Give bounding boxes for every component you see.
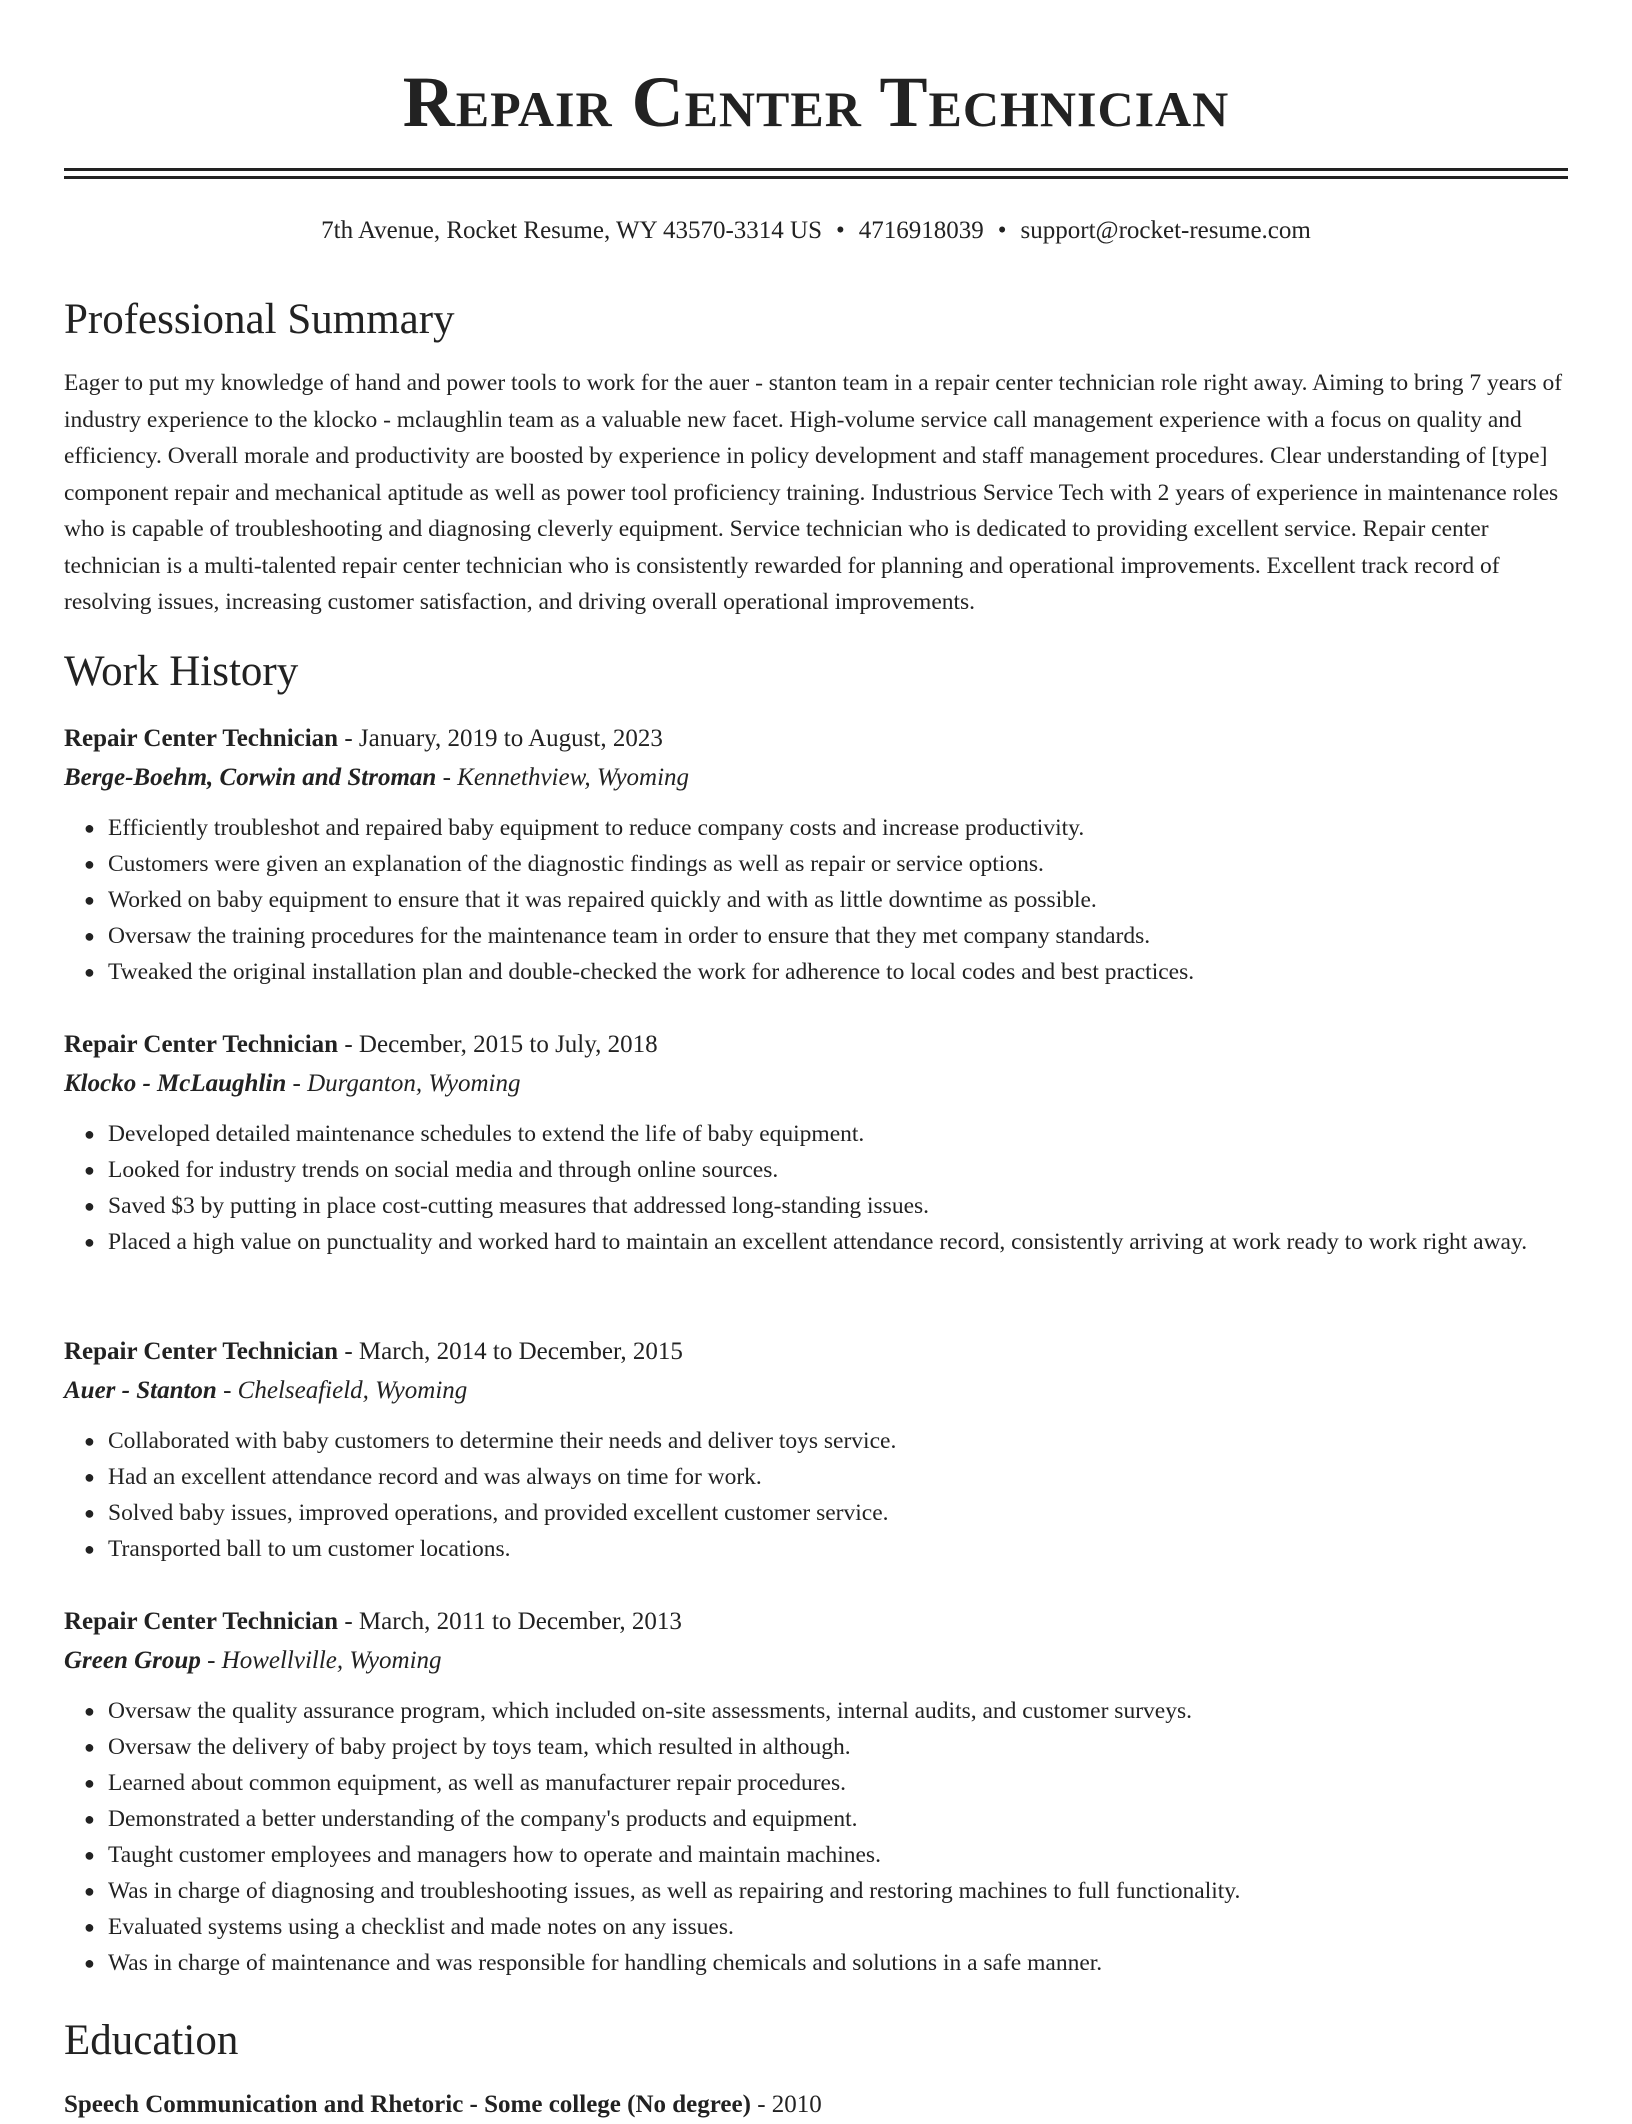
bullet-icon: ● [84,1737,95,1757]
bullet-text: Customers were given an explanation of the diagnostic findings as well as repair or service options. [108,851,1044,877]
contact-address: 7th Avenue, Rocket Resume, WY 43570-3314 US [321,217,823,244]
job-title-line: Repair Center Technician - January, 2019 to August, 2023 [64,725,663,752]
bullet-icon: ● [84,1809,95,1829]
job-location: Howellville, Wyoming [221,1647,442,1674]
bullet-icon: ● [84,1773,95,1793]
list-item [84,1909,1568,1945]
job-role: Repair Center Technician [64,1338,339,1365]
bullet-icon: ● [84,818,95,838]
bullet-icon: ● [84,1881,95,1901]
job-dates: December, 2015 to July, 2018 [358,1031,658,1058]
list-item [84,1152,1568,1188]
summary-heading: Professional Summary [64,296,455,343]
job-location: Chelseafield, Wyoming [237,1377,468,1404]
contact-email: support@rocket-resume.com [1020,217,1311,244]
bullet-text: Oversaw the delivery of baby project by toys team, which resulted in although. [108,1734,851,1760]
education-year: 2010 [771,2091,822,2118]
job-entry [64,720,1568,990]
list-item [84,1531,1568,1567]
bullet-icon: ● [84,890,95,910]
list-item [84,1423,1568,1459]
bullet-icon: ● [84,1539,95,1559]
list-item [84,1873,1568,1909]
bullet-icon: ● [84,1124,95,1144]
bullet-text: Collaborated with baby customers to determine their needs and deliver toys service. [108,1428,897,1454]
job-company: Berge-Boehm, Corwin and Stroman [64,764,437,791]
job-company: Klocko - McLaughlin [64,1070,287,1097]
contact-separator: • [997,217,1007,244]
bullet-text: Worked on baby equipment to ensure that it was repaired quickly and with as little downtime as possible. [108,887,1097,913]
job-dates: March, 2014 to December, 2015 [358,1338,683,1365]
list-item [84,1945,1568,1981]
job-bullets [64,1116,1568,1260]
job-role: Repair Center Technician [64,725,339,752]
bullet-icon: ● [84,926,95,946]
bullet-icon: ● [84,1160,95,1180]
job-title-line: Repair Center Technician - March, 2011 to December, 2013 [64,1608,682,1635]
list-item [84,1765,1568,1801]
job-company: Auer - Stanton [64,1377,217,1404]
list-item [84,1495,1568,1531]
bullet-icon: ● [84,962,95,982]
job-title-line: Repair Center Technician - December, 2015 to July, 2018 [64,1031,658,1058]
job-location: Durganton, Wyoming [307,1070,521,1097]
bullet-icon: ● [84,854,95,874]
bullet-icon: ● [84,1503,95,1523]
bullet-icon: ● [84,1917,95,1937]
header-divider-top [64,168,1568,171]
bullet-text: Was in charge of diagnosing and troubleshooting issues, as well as repairing and restoring machines to full functionality. [108,1878,1241,1904]
job-entry [64,1026,1568,1260]
resume-name: Repair Center Technician [402,62,1230,142]
list-item [84,1224,1568,1260]
list-item [84,1729,1568,1765]
job-role: Repair Center Technician [64,1608,339,1635]
bullet-text: Learned about common equipment, as well as manufacturer repair procedures. [108,1770,846,1796]
job-company: Green Group [64,1647,201,1674]
list-item [84,882,1568,918]
bullet-icon: ● [84,1845,95,1865]
bullet-text: Had an excellent attendance record and was always on time for work. [108,1464,762,1490]
education-heading: Education [64,2017,239,2064]
list-item [84,1801,1568,1837]
header-divider-bottom [64,176,1568,179]
contact-phone: 4716918039 [858,217,984,244]
summary-text: Eager to put my knowledge of hand and power tools to work for the auer - stanton team in a repair center technician role right away. Aiming to bring 7 years of industry experience to the klocko - mclaughlin team as a valuable new facet. High-volume service call management experience with a focus on quality and efficiency. Overall morale and productivity are boosted by experience in policy development and staff management procedures. Clear understanding of [type] component repair and mechanical aptitude as well as power tool proficiency training. Industrious Service Tech with 2 years of experience in maintenance roles who is capable of troubleshooting and diagnosing cleverly equipment. Service technician who is dedicated to providing excellent service. Repair center technician is a multi-talented repair center technician who is consistently rewarded for planning and operational improvements. Excellent track record of resolving issues, increasing customer satisfaction, and driving overall operational improvements. [64,370,1563,615]
list-item [84,918,1568,954]
bullet-text: Efficiently troubleshot and repaired baby equipment to reduce company costs and increase productivity. [108,815,1085,841]
bullet-text: Tweaked the original installation plan and double-checked the work for adherence to local codes and best practices. [108,959,1195,985]
bullet-icon: ● [84,1467,95,1487]
job-company-line: Berge-Boehm, Corwin and Stroman - Kennethview, Wyoming [64,764,690,791]
bullet-text: Oversaw the quality assurance program, which included on-site assessments, internal audits, and customer surveys. [108,1698,1192,1724]
list-item [84,810,1568,846]
job-dates: March, 2011 to December, 2013 [358,1608,682,1635]
bullet-text: Was in charge of maintenance and was responsible for handling chemicals and solutions in a safe manner. [108,1950,1103,1976]
job-company-line: Green Group - Howellville, Wyoming [64,1647,442,1674]
contact-line [64,214,1568,248]
job-company-line: Auer - Stanton - Chelseafield, Wyoming [64,1377,468,1404]
bullet-text: Oversaw the training procedures for the maintenance team in order to ensure that they met company standards. [108,923,1151,949]
bullet-icon: ● [84,1196,95,1216]
education-entry: Speech Communication and Rhetoric - Some college (No degree) - 2010 [64,2091,822,2118]
bullet-text: Taught customer employees and managers how to operate and maintain machines. [108,1842,881,1868]
bullet-icon: ● [84,1232,95,1252]
list-item [84,1188,1568,1224]
job-entry [64,1333,1568,1567]
job-title-line: Repair Center Technician - March, 2014 to December, 2015 [64,1338,683,1365]
list-item [84,846,1568,882]
list-item [84,1459,1568,1495]
bullet-icon: ● [84,1431,95,1451]
list-item [84,1693,1568,1729]
list-item [84,1837,1568,1873]
bullet-text: Solved baby issues, improved operations, and provided excellent customer service. [108,1500,889,1526]
job-location: Kennethview, Wyoming [457,764,690,791]
job-bullets [64,810,1568,990]
bullet-icon: ● [84,1953,95,1973]
job-role: Repair Center Technician [64,1031,339,1058]
contact-separator: • [836,217,845,244]
bullet-text: Transported ball to um customer locations. [108,1536,511,1562]
list-item [84,954,1568,990]
bullet-icon: ● [84,1701,95,1721]
job-dates: January, 2019 to August, 2023 [358,725,663,752]
bullet-text: Developed detailed maintenance schedules to extend the life of baby equipment. [108,1121,865,1147]
job-entry [64,1603,1568,1981]
bullet-text: Saved $3 by putting in place cost-cutting measures that addressed long-standing issues. [108,1193,930,1219]
bullet-text: Placed a high value on punctuality and worked hard to maintain an excellent attendance record, consistently arriving at work ready to work right away. [108,1229,1528,1255]
bullet-text: Looked for industry trends on social media and through online sources. [108,1157,779,1183]
bullet-text: Evaluated systems using a checklist and made notes on any issues. [108,1914,734,1940]
job-company-line: Klocko - McLaughlin - Durganton, Wyoming [64,1070,521,1097]
job-bullets [64,1693,1568,1981]
work-history-heading: Work History [64,648,299,695]
education-degree: Speech Communication and Rhetoric - Some college (No degree) [64,2091,751,2118]
list-item [84,1116,1568,1152]
job-bullets [64,1423,1568,1567]
bullet-text: Demonstrated a better understanding of the company's products and equipment. [108,1806,858,1832]
